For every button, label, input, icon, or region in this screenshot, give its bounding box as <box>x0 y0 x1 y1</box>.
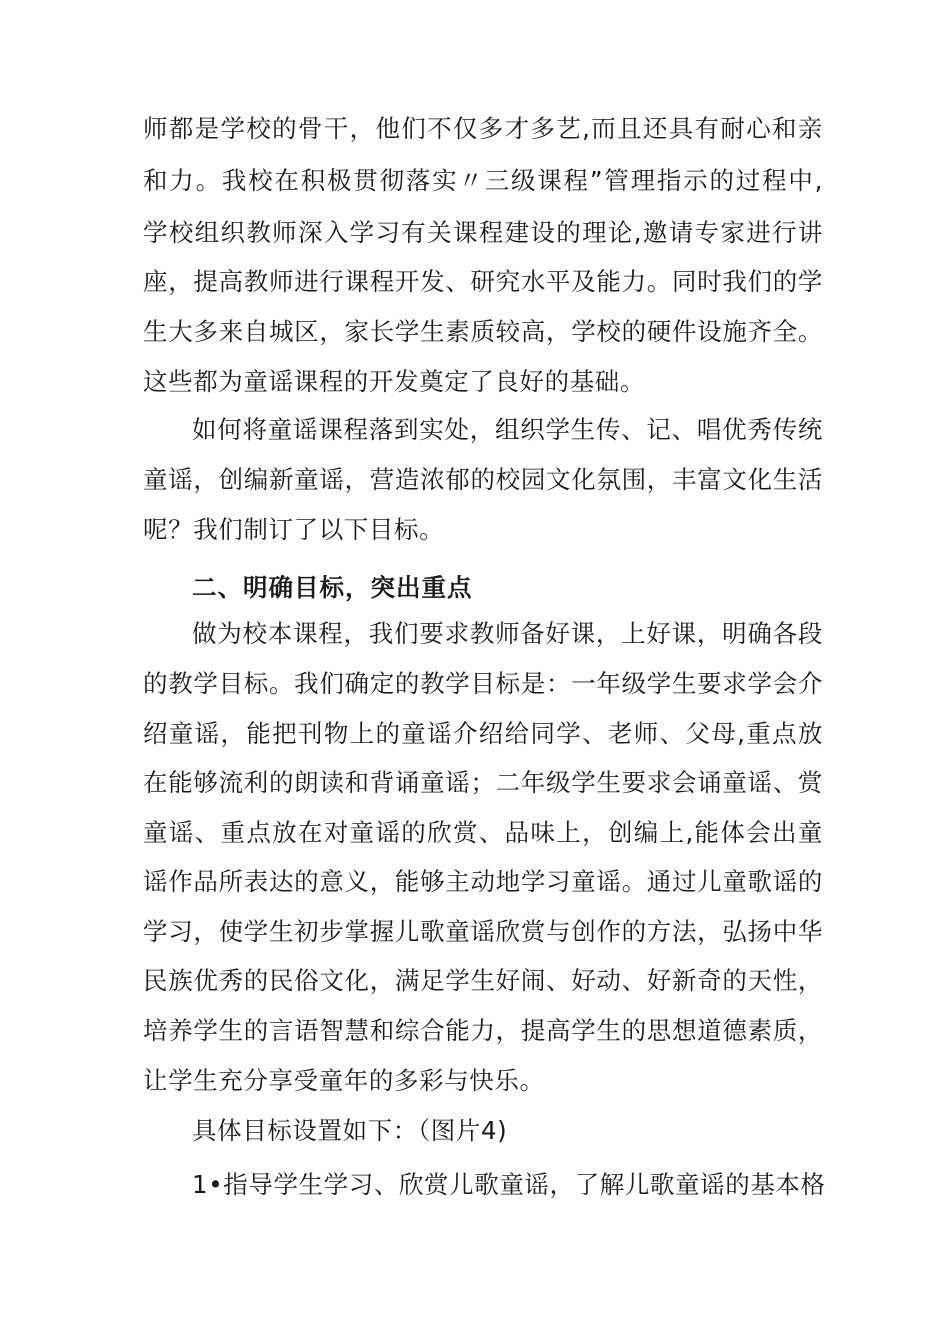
paragraph-1-line-5: 生大多来自城区，家长学生素质较高，学校的硬件设施齐全。 <box>143 317 823 346</box>
paragraph-2-line-1: 如何将童谣课程落到实处，组织学生传、记、唱优秀传统 <box>192 415 823 444</box>
paragraph-1-line-6: 这些都为童谣课程的开发奠定了良好的基础。 <box>143 367 645 396</box>
paragraph-3-line-3: 绍童谣，能把刊物上的童谣介绍给同学、老师、父母,重点放 <box>143 719 823 748</box>
paragraph-3-line-10: 让学生充分享受童年的多彩与快乐。 <box>143 1066 545 1095</box>
paragraph-1-line-4: 座，提高教师进行课程开发、研究水平及能力。同时我们的学 <box>143 267 823 296</box>
paragraph-3-line-1: 做为校本课程，我们要求教师备好课，上好课，明确各段 <box>192 619 823 648</box>
paragraph-3-line-9: 培养学生的言语智慧和综合能力，提高学生的思想道德素质， <box>143 1016 823 1045</box>
section-heading: 二、明确目标，突出重点 <box>192 573 473 602</box>
paragraph-1-line-2: 和力。我校在积极贯彻落实〃三级课程”管理指示的过程中, <box>143 166 823 195</box>
list-item-1: 1•指导学生学习、欣赏儿歌童谣，了解儿歌童谣的基本格 <box>192 1170 826 1199</box>
paragraph-1-line-1: 师都是学校的骨干，他们不仅多才多艺,而且还具有耐心和亲 <box>143 114 823 143</box>
paragraph-3-line-5: 童谣、重点放在对童谣的欣赏、品味上，创编上,能体会出童 <box>143 818 823 847</box>
paragraph-3-line-7: 学习，使学生初步掌握儿歌童谣欣赏与创作的方法，弘扬中华 <box>143 917 823 946</box>
paragraph-1-line-3: 学校组织教师深入学习有关课程建设的理论,邀请专家进行讲 <box>143 218 823 247</box>
paragraph-2-line-2: 童谣，创编新童谣，营造浓郁的校园文化氛围，丰富文化生活 <box>143 465 823 494</box>
paragraph-3-line-8: 民族优秀的民俗文化，满足学生好闹、好动、好新奇的天性， <box>143 966 823 995</box>
paragraph-4: 具体目标设置如下：（图片4) <box>192 1116 508 1145</box>
paragraph-3-line-2: 的教学目标。我们确定的教学目标是：一年级学生要求学会介 <box>143 669 823 698</box>
paragraph-2-line-3: 呢？我们制订了以下目标。 <box>143 515 445 544</box>
paragraph-3-line-4: 在能够流利的朗读和背诵童谣；二年级学生要求会诵童谣、赏 <box>143 768 823 797</box>
paragraph-3-line-6: 谣作品所表达的意义，能够主动地学习童谣。通过儿童歌谣的 <box>143 867 823 896</box>
